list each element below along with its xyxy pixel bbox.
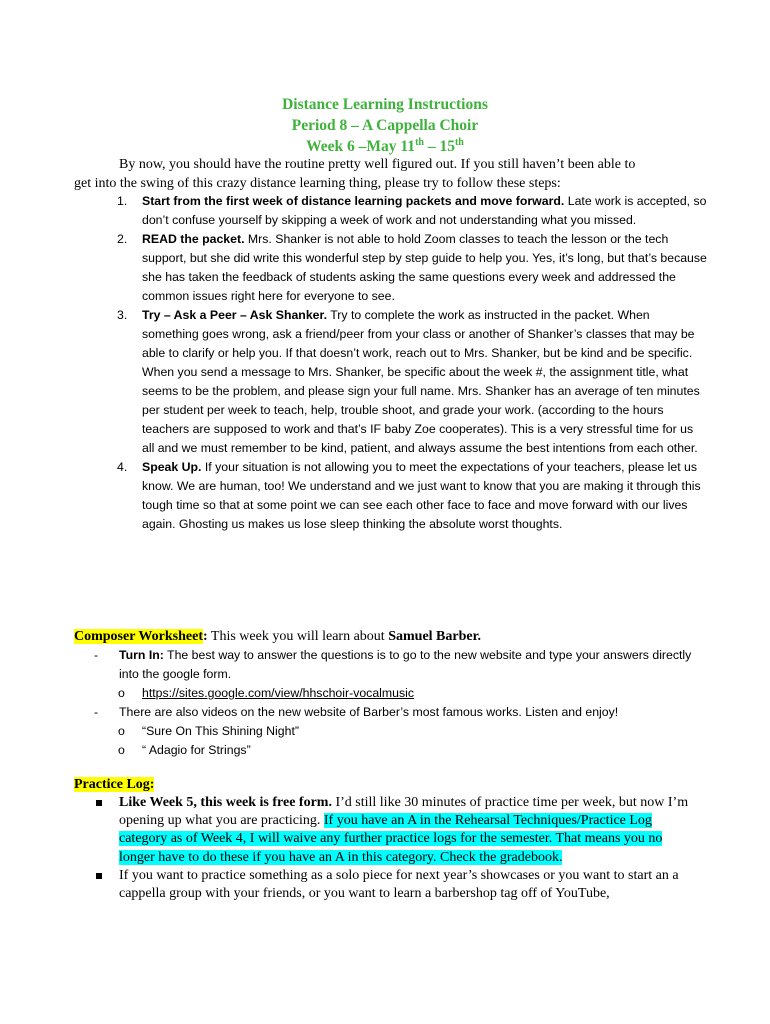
song-title: “Sure On This Shining Night”	[142, 724, 299, 738]
practice-heading	[74, 775, 154, 794]
week-start-suffix: th	[415, 136, 424, 148]
step-number: 1.	[117, 194, 128, 208]
composer-subitem	[94, 741, 694, 760]
composer-list	[94, 646, 694, 760]
document-subtitle	[0, 115, 770, 137]
square-bullet	[96, 800, 102, 806]
composer-heading-label: Composer Worksheet	[74, 629, 203, 644]
step-lead: READ the packet.	[142, 232, 245, 246]
practice-item	[94, 867, 694, 903]
step-item	[117, 230, 707, 306]
intro-paragraph	[74, 155, 704, 193]
circle-bullet: o	[118, 724, 125, 738]
song-title: “ Adagio for Strings”	[142, 743, 251, 757]
practice-item-text: If you want to practice something as a solo piece for next year’s showcases or you want to start an a cappella group with your friends, or you want to learn a barbershop tag off of YouTube,	[119, 867, 679, 902]
composer-item	[94, 703, 694, 722]
step-lead: Start from the first week of distance learning packets and move forward.	[142, 194, 565, 208]
intro-line-2	[74, 174, 704, 193]
step-item	[117, 192, 707, 230]
circle-bullet: o	[118, 743, 125, 757]
composer-name: Samuel Barber.	[388, 629, 482, 644]
steps-list	[117, 192, 707, 534]
composer-item-text: There are also videos on the new website of Barber’s most famous works. Listen and enjoy!	[119, 705, 619, 719]
practice-heading-label: Practice Log:	[74, 777, 155, 792]
circle-bullet: o	[118, 686, 125, 700]
composer-subitem	[94, 684, 694, 703]
step-text: Try to complete the work as instructed in the packet. When something goes wrong, ask a friend/peer from your class or another of Shanker’s classes that may be able to clarify or help you. If that doesn’t work, reach out to Mrs. Shanker, but be kind and be specific. When you send a message to Mrs. Shanker, be specific about the week #, the assignment title, what seems to be the problem, and please sign your full name. Mrs. Shanker has an average of ten minutes per student per week to teach, help, trouble shoot, and grade your work. (according to the hours teachers are supposed to work and that’s IF baby Zoe cooperates). This is a very stressful time for us all and we must remember to be kind, patient, and always assume the best intentions from each other.	[142, 308, 700, 455]
dash-bullet: -	[94, 705, 99, 719]
intro-line-2-text: get into the swing of this crazy distance learning thing, please try to follow these steps:	[74, 176, 561, 191]
step-text: Mrs. Shanker is not able to hold Zoom classes to teach the lesson or the tech support, but she did write this wonderful step by step guide to help you. Yes, it’s long, but that’s because she has taken the feedback of students asking the same questions every week and addressed the common issues right here for everyone to see.	[142, 232, 707, 303]
title-line-2: Period 8 – A Cappella Choir	[291, 117, 479, 134]
week-start-text: Week 6 –May 11	[306, 138, 416, 155]
practice-highlight-text: If you have an A in the Rehearsal Techniques/Practice Log category as of Week 4, I will waive any further practice logs for the semester. That means you no longer have to do these if you have an A in this category. Check the gradebook.	[119, 813, 663, 865]
composer-heading-colon: :	[202, 629, 208, 644]
week-end-text: – 15	[423, 138, 455, 155]
intro-line-1	[74, 155, 704, 174]
title-line-1: Distance Learning Instructions	[282, 96, 488, 113]
step-lead: Try – Ask a Peer – Ask Shanker.	[142, 308, 328, 322]
step-lead: Speak Up.	[142, 460, 202, 474]
step-text: Late work is accepted, so don’t confuse yourself by skipping a week of work and not understanding what you missed.	[142, 194, 707, 227]
composer-item-text: The best way to answer the questions is to go to the new website and type your answers directly into the google form.	[119, 648, 692, 681]
composer-intro-text: This week you will learn about	[207, 629, 389, 644]
intro-line-1-text: By now, you should have the routine pretty well figured out. If you still haven’t been able to	[119, 157, 636, 172]
step-number: 2.	[117, 232, 128, 246]
website-link[interactable]: https://sites.google.com/view/hhschoir-vocalmusic	[142, 686, 415, 700]
practice-list	[94, 794, 694, 903]
composer-item-lead: Turn In:	[119, 648, 164, 662]
document-title	[0, 94, 770, 116]
practice-item	[94, 794, 694, 867]
week-end-suffix: th	[454, 136, 464, 148]
step-number: 3.	[117, 308, 128, 322]
practice-item-lead: Like Week 5, this week is free form.	[119, 795, 332, 810]
composer-subitem	[94, 722, 694, 741]
dash-bullet: -	[94, 648, 99, 662]
step-item	[117, 306, 707, 458]
composer-item	[94, 646, 694, 684]
step-text: If your situation is not allowing you to meet the expectations of your teachers, please let us know. We are human, too! We understand and we just want to know that you are making it through this tough time so that at some point we can see each other face to face and move forward with our lives again. Ghosting us makes us lose sleep thinking the absolute worst thoughts.	[142, 460, 701, 531]
step-item	[117, 458, 707, 534]
composer-heading	[74, 627, 481, 646]
square-bullet	[96, 873, 102, 879]
practice-item-text: I’d still like 30 minutes of practice time per week, but now I’m opening up what you are practicing.	[119, 795, 689, 829]
step-number: 4.	[117, 460, 128, 474]
